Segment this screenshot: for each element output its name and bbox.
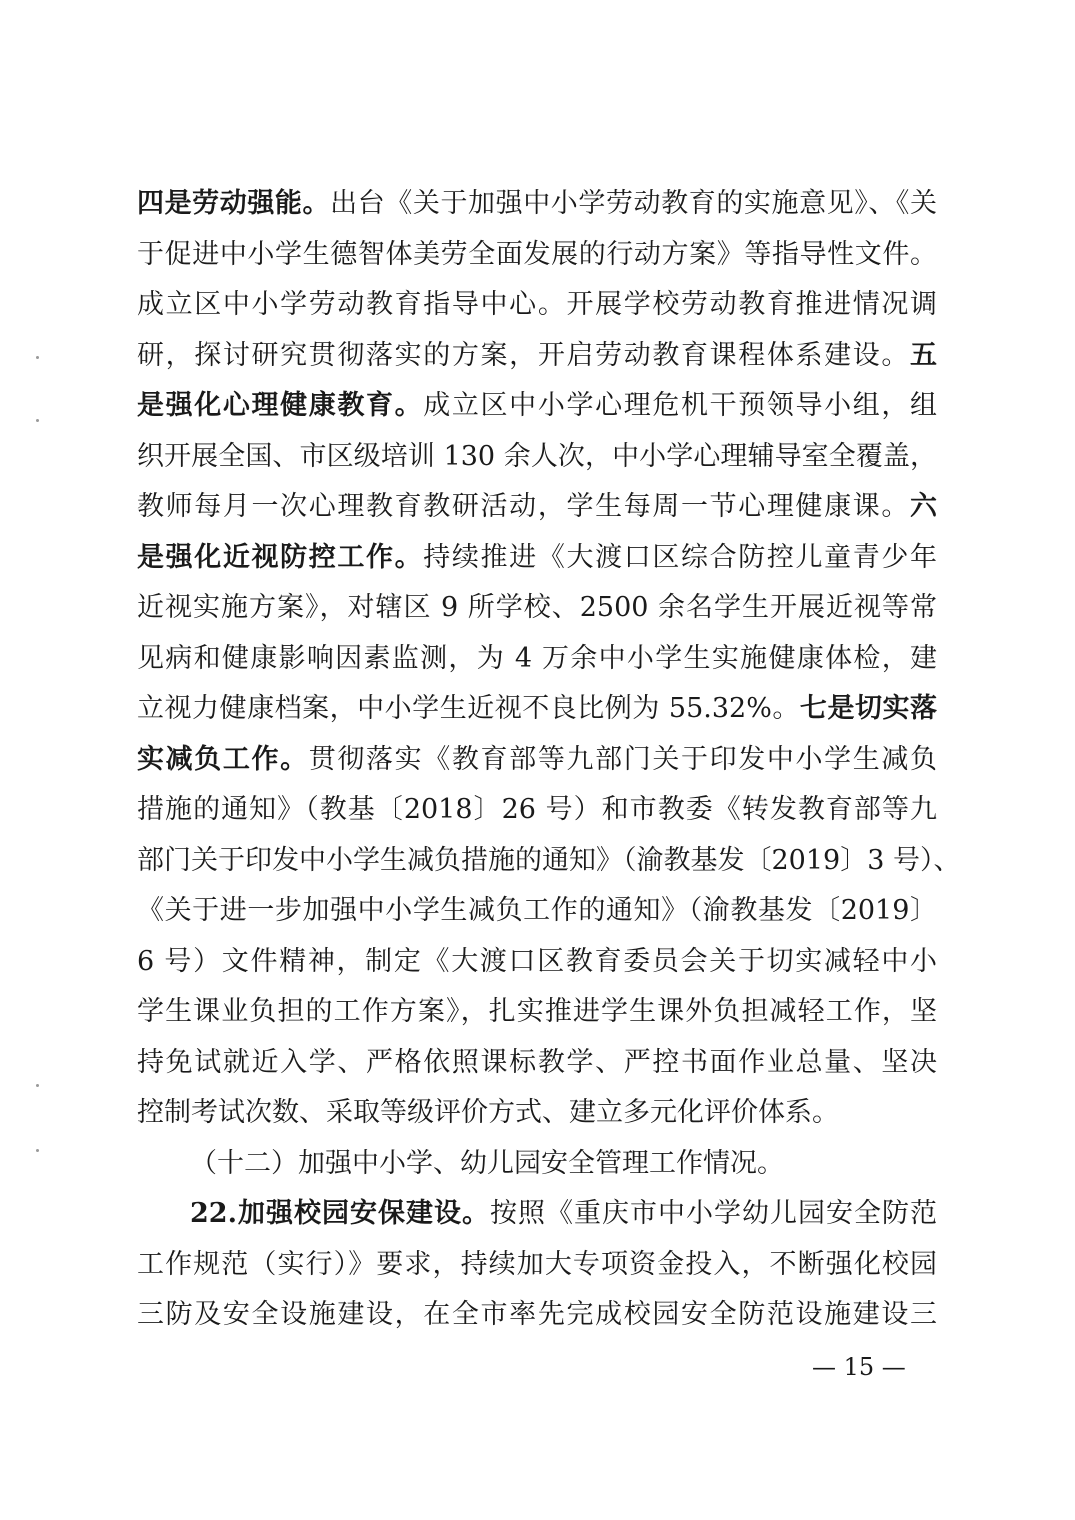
text-line (137, 790, 937, 830)
line-text: 按照《重庆市中小学幼儿园安全防范 (489, 1198, 937, 1229)
text-line (137, 538, 937, 578)
text-line (137, 184, 937, 224)
line-text: 贯彻落实《教育部等九部门关于印发中小学生减负 (308, 743, 938, 775)
scan-mark (36, 419, 39, 422)
text-line (137, 1043, 937, 1083)
line-text: 三防及安全设施建设，在全市率先完成校园安全防范设施建设三 (137, 1299, 937, 1330)
text-line (137, 942, 937, 982)
bold-heading: 五 (910, 339, 937, 371)
scan-mark (36, 1084, 39, 1087)
text-line (137, 235, 937, 275)
line-text: 成立区中小学劳动教育指导中心。开展学校劳动教育推进情况调 (137, 289, 937, 320)
line-text: 见病和健康影响因素监测，为 4 万余中小学生实施健康体检，建 (137, 642, 937, 674)
line-text: 《关于进一步加强中小学生减负工作的通知》（渝教基发〔2019〕 (137, 895, 937, 926)
bold-heading: 六 (910, 491, 937, 522)
text-line (137, 841, 961, 881)
text-line (190, 1194, 937, 1234)
text-line (137, 740, 937, 780)
line-text: 于促进中小学生德智体美劳全面发展的行动方案》等指导性文件。 (137, 238, 937, 270)
text-line (137, 1295, 937, 1335)
line-text: 工作规范（实行）》要求，持续加大专项资金投入，不断强化校园 (137, 1248, 937, 1280)
text-line (137, 639, 937, 679)
page-number: — 15 — (812, 1353, 906, 1381)
text-line (137, 336, 937, 376)
bold-heading: 是强化近视防控工作。 (137, 541, 424, 573)
text-line (137, 285, 937, 325)
line-text: 持续推进《大渡口区综合防控儿童青少年 (423, 541, 937, 573)
bold-heading: 实减负工作。 (137, 743, 309, 775)
line-text: 措施的通知》（教基〔2018〕26 号）和市教委《转发教育部等九 (137, 794, 937, 825)
bold-heading: 七是切实落 (799, 693, 937, 724)
bold-heading: 是强化心理健康教育。 (137, 390, 424, 421)
bold-heading: 22.加强校园安保建设。 (190, 1198, 490, 1229)
line-text: 持免试就近入学、严格依照课标教学、严控书面作业总量、坚决 (137, 1046, 937, 1078)
line-text: 成立区中小学心理危机干预领导小组，组 (423, 390, 937, 421)
text-line (137, 588, 937, 628)
text-line (137, 1245, 937, 1285)
text-line (137, 689, 937, 729)
text-line (137, 1093, 937, 1133)
text-line (137, 437, 937, 477)
scan-mark (36, 1149, 39, 1152)
line-text: 出台《关于加强中小学劳动教育的实施意见》、《关 (330, 188, 938, 219)
bold-heading: 四是劳动强能。 (137, 188, 331, 219)
text-line (137, 992, 937, 1032)
line-text: 控制考试次数、采取等级评价方式、建立多元化评价体系。 (137, 1097, 839, 1128)
line-text: 近视实施方案》，对辖区 9 所学校、2500 余名学生开展近视等常 (137, 592, 937, 623)
line-text: 立视力健康档案，中小学生近视不良比例为 55.32%。 (137, 693, 800, 724)
line-text: 学生课业负担的工作方案》，扎实推进学生课外负担减轻工作，坚 (137, 996, 937, 1027)
text-line (137, 891, 937, 931)
line-text: （十二）加强中小学、幼儿园安全管理工作情况。 (190, 1147, 784, 1179)
text-line (190, 1144, 937, 1184)
line-text: 研，探讨研究贯彻落实的方案，开启劳动教育课程体系建设。 (137, 339, 910, 371)
text-line (137, 386, 937, 426)
scan-mark (36, 356, 39, 359)
text-line (137, 487, 937, 527)
line-text: 6 号）文件精神，制定《大渡口区教育委员会关于切实减轻中小 (137, 945, 937, 977)
line-text: 部门关于印发中小学生减负措施的通知》（渝教基发〔2019〕3 号）、 (137, 844, 961, 876)
line-text: 织开展全国、市区级培训 130 余人次，中小学心理辅导室全覆盖， (137, 440, 937, 472)
line-text: 教师每月一次心理教育教研活动，学生每周一节心理健康课。 (137, 491, 910, 522)
